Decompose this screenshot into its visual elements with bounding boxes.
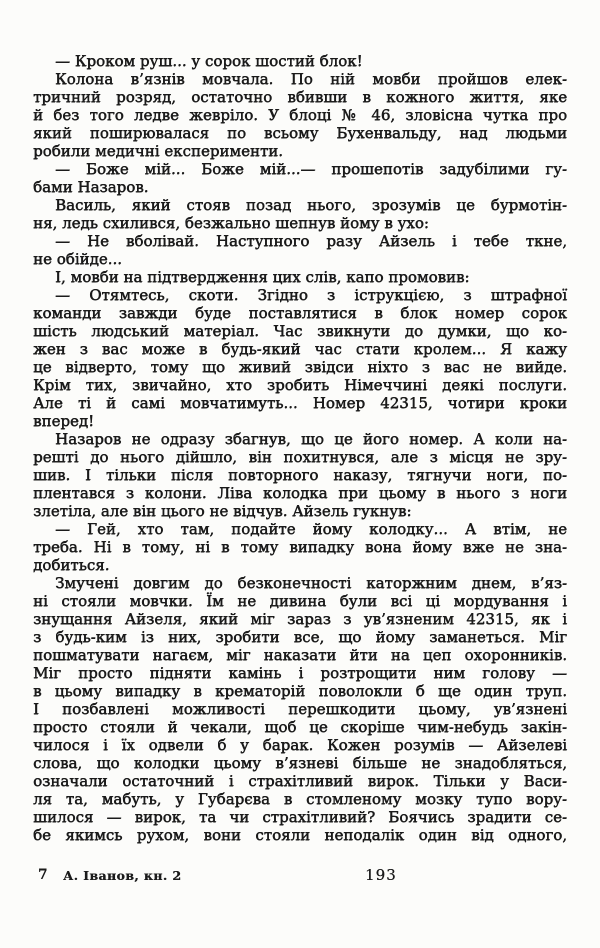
paragraph — [33, 196, 567, 232]
text-line: Крім тих, звичайно, хто зробить Німеччині деякі послуги. — [33, 376, 567, 394]
paragraph — [33, 52, 567, 70]
paragraph — [33, 268, 567, 286]
text-line: добиться. — [33, 556, 110, 574]
text-line: Змучені довгим до безконечності каторжним днем, в’яз- — [55, 574, 567, 592]
page-number: 193 — [365, 866, 397, 884]
text-line: — Не вболівай. Наступного разу Айзель і тебе ткне, — [55, 232, 567, 250]
footer — [0, 866, 600, 890]
text-line: Назаров не одразу збагнув, що це його номер. А коли на- — [55, 430, 567, 448]
text-line: не обійде... — [33, 250, 122, 268]
paragraph — [33, 574, 567, 844]
paragraph — [33, 520, 567, 574]
text-line: Василь, який стояв позад нього, зрозумів це бурмотін- — [55, 196, 567, 214]
text-line: шість людський матеріал. Час звикнути до думки, що ко- — [33, 322, 567, 340]
text-line: команди завжди буде поставлятися в блок номер сорок — [33, 304, 567, 322]
text-line: слова, що колодки цьому в’язневі більше не знадобляться, — [33, 754, 567, 772]
text-line: — Отямтесь, скоти. Згідно з іструкцією, з штрафної — [55, 286, 567, 304]
text-line: І позбавлені можливості перешкодити цьому, ув’язнені — [33, 700, 567, 718]
text-line: Колона в’язнів мовчала. По ній мовби пройшов елек- — [55, 70, 567, 88]
text-line: шилося — вирок, та чи страхітливий? Боячись зрадити се- — [33, 808, 567, 826]
text-line: — Кроком руш... у сорок шостий блок! — [55, 52, 363, 70]
text-line: — Гей, хто там, подайте йому колодку... А втім, не — [55, 520, 567, 538]
text-line: в цьому випадку в крематорій поволокли б ще один труп. — [33, 682, 567, 700]
text-line: знущання Айзеля, який міг зараз з ув’язненим 42315, як і — [33, 610, 567, 628]
text-line: вперед! — [33, 412, 95, 430]
paragraph — [33, 160, 567, 196]
text-line: це відверто, тому що живий звідси ніхто з вас не вийде. — [33, 358, 567, 376]
paragraph — [33, 70, 567, 160]
text-line: просто стояли й чекали, щоб це скоріше чим-небудь закін- — [33, 718, 567, 736]
text-line: бе якимсь рухом, вони стояли неподалік один від одного, — [33, 826, 567, 844]
text-line: Але ті й самі мовчатимуть... Номер 42315, чотири кроки — [33, 394, 567, 412]
text-line: плентався з колони. Ліва колодка при цьому в нього з ноги — [33, 484, 567, 502]
signature-mark: 7 — [38, 867, 48, 883]
text-line: жен з вас може в будь-який час стати кролем... Я кажу — [33, 340, 567, 358]
text-line: ля та, мабуть, у Губарєва в стомленому мозку тупо вору- — [33, 790, 567, 808]
text-line: ні стояли мовчки. Їм не дивина були всі ці мордування і — [33, 592, 567, 610]
text-line: — Боже мій... Боже мій...— прошепотів задубілими гу- — [55, 160, 567, 178]
book-reference: А. Іванов, кн. 2 — [63, 868, 182, 883]
text-line: пошматувати нагаєм, міг наказати йти на цеп охоронників. — [33, 646, 567, 664]
text-line: шив. І тільки після повторного наказу, тягнучи ноги, по- — [33, 466, 567, 484]
paragraph — [33, 286, 567, 430]
text-line: ня, ледь схилився, безжально шепнув йому в ухо: — [33, 214, 429, 232]
text-line: й без того ледве жевріло. У блоці № 46, зловісна чутка про — [33, 106, 567, 124]
paragraph — [33, 232, 567, 268]
text-line: треба. Ні в тому, ні в тому випадку вона йому вже не зна- — [33, 538, 567, 556]
text-line: бами Назаров. — [33, 178, 149, 196]
text-line: Міг просто підняти камінь і розтрощити ним голову — — [33, 664, 567, 682]
text-line: чилося і їх одвели б у барак. Кожен розумів — Айзелеві — [33, 736, 567, 754]
text-line: решті до нього дійшло, він похитнувся, але з місця не зру- — [33, 448, 567, 466]
text-line: І, мовби на підтвердження цих слів, капо промовив: — [55, 268, 470, 286]
text-line: тричний розряд, остаточно вбивши в кожного життя, яке — [33, 88, 567, 106]
text-line: злетіла, але він цього не відчув. Айзель гукнув: — [33, 502, 412, 520]
text-line: з будь-ким із них, зробити все, що йому заманеться. Міг — [33, 628, 567, 646]
text-line: означали остаточний і страхітливий вирок. Тільки у Васи- — [33, 772, 567, 790]
text-line: робили медичні експерименти. — [33, 142, 283, 160]
text-block — [33, 52, 567, 844]
paragraph — [33, 430, 567, 520]
text-line: який поширювалася по всьому Бухенвальду, над людьми — [33, 124, 567, 142]
